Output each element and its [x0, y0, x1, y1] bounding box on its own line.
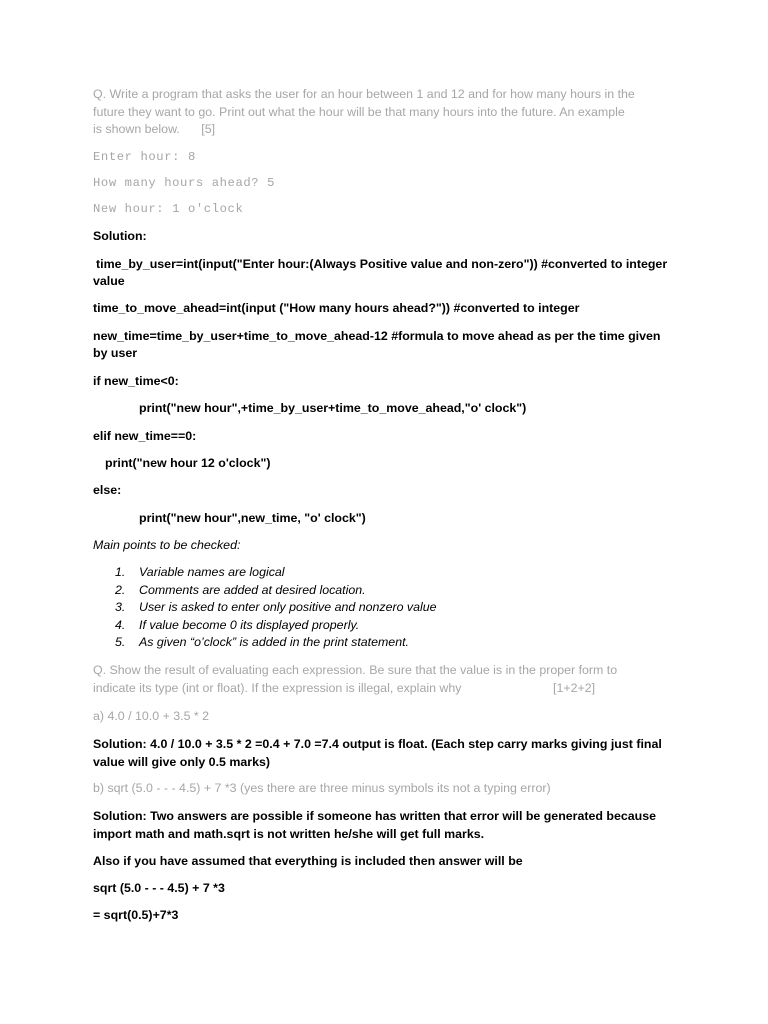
code-line: by user: [93, 346, 138, 360]
code-line: print("new hour",+time_by_user+time_to_move_ahead,"o' clock"): [139, 401, 527, 415]
list-item-text: Comments are added at desired location.: [139, 582, 366, 597]
code-line: time_by_user=int(input("Enter hour:(Always Positive value and non-zero")) #converted to integer: [96, 257, 668, 271]
example-line: Enter hour: 8: [93, 150, 196, 164]
part-a: a) 4.0 / 10.0 + 3.5 * 2: [93, 709, 210, 723]
list-item: [93, 582, 437, 600]
expression-line: sqrt (5.0 - - - 4.5) + 7 *3: [93, 881, 225, 895]
list-item-number: 4.: [115, 617, 126, 632]
also-line: Also if you have assumed that everything is included then answer will be: [93, 854, 523, 868]
expression-line: = sqrt(0.5)+7*3: [93, 908, 179, 922]
solution-b-line: Solution: Two answers are possible if someone has written that error will be generated because: [93, 809, 656, 823]
code-line: time_to_move_ahead=int(input ("How many hours ahead?")) #converted to integer: [93, 301, 580, 315]
question-2-line-text: indicate its type (int or float). If the expression is illegal, explain why: [93, 680, 462, 695]
solution-a-line: Solution: 4.0 / 10.0 + 3.5 * 2 =0.4 + 7.0 =7.4 output is float. (Each step carry marks giving just final: [93, 737, 662, 751]
solution-b-line: import math and math.sqrt is not written he/she will get full marks.: [93, 826, 485, 841]
example-line: How many hours ahead? 5: [93, 176, 276, 190]
code-line: elif new_time==0:: [93, 429, 197, 443]
list-item-text: If value become 0 its displayed properly.: [139, 617, 360, 632]
question-1-line: future they want to go. Print out what the hour will be that many hours into the future. An example: [93, 104, 625, 119]
list-item-text: User is asked to enter only positive and nonzero value: [139, 600, 437, 614]
question-1-line-text: is shown below.: [93, 122, 180, 136]
list-item: [93, 599, 437, 617]
solution-a-line: value will give only 0.5 marks): [93, 754, 270, 769]
question-2-marks: [1+2+2]: [553, 680, 596, 695]
code-line: else:: [93, 483, 122, 497]
question-1-line: Q. Write a program that asks the user for an hour between 1 and 12 and for how many hours in the: [93, 87, 635, 101]
question-2-line: Q. Show the result of evaluating each expression. Be sure that the value is in the proper form to: [93, 663, 618, 677]
solution-b: [93, 808, 683, 843]
list-item-number: 2.: [115, 582, 126, 597]
code-line: print("new hour 12 o'clock"): [105, 456, 271, 470]
list-item-number: 1.: [115, 565, 126, 579]
list-item: [93, 617, 437, 635]
question-1-line: [93, 121, 683, 139]
list-item: [93, 634, 437, 652]
question-1-marks: [5]: [201, 122, 216, 136]
code-line: value: [93, 274, 125, 288]
code-line: print("new hour",new_time, "o' clock"): [139, 511, 366, 525]
list-item-text: Variable names are logical: [139, 565, 285, 579]
list-item-text: As given “o’clock” is added in the print statement.: [139, 635, 409, 649]
list-item: [93, 564, 437, 582]
question-2-line: [93, 680, 683, 698]
code-line: if new_time<0:: [93, 374, 179, 388]
solution-heading: Solution:: [93, 229, 147, 243]
code-line: new_time=time_by_user+time_to_move_ahead-12 #formula to move ahead as per the time given: [93, 329, 661, 343]
example-line: New hour: 1 o'clock: [93, 202, 244, 216]
part-b: b) sqrt (5.0 - - - 4.5) + 7 *3 (yes there are three minus symbols its not a typing error): [93, 781, 551, 795]
list-item-number: 5.: [115, 635, 126, 649]
solution-a: [93, 736, 683, 771]
question-1: [93, 86, 683, 139]
list-item-number: 3.: [115, 600, 126, 614]
main-points-heading: Main points to be checked:: [93, 538, 241, 552]
question-2: [93, 662, 683, 697]
